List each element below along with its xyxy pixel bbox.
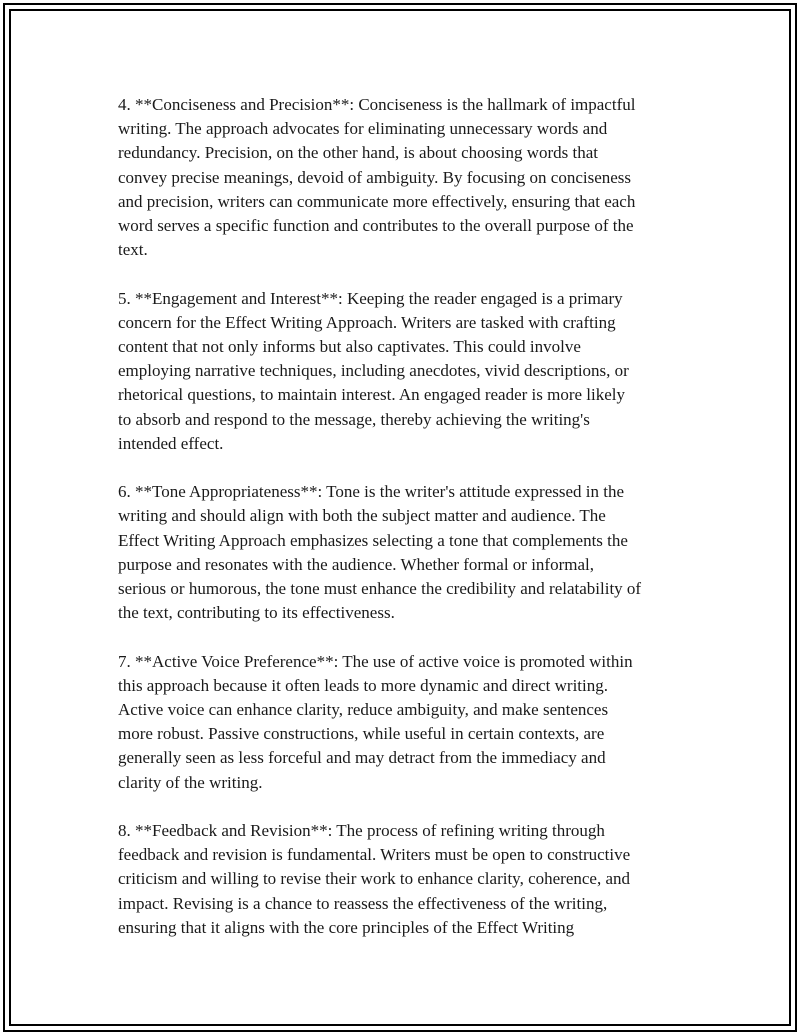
paragraph-tone-appropriateness: 6. **Tone Appropriateness**: Tone is the writer's attitude expressed in the writing and should align with both the subject matter and audience. The Effect Writing Approach emphasizes selecting a tone that complements the purpose and resonates with the audience. Whether formal or informal, serious or humorous, the tone must enhance the credibility and relatability of the text, contributing to its effectiveness.	[118, 482, 642, 623]
paragraph-conciseness-precision: 4. **Conciseness and Precision**: Conciseness is the hallmark of impactful writing. The approach advocates for eliminating unnecessary words and redundancy. Precision, on the other hand, is about choosing words that convey precise meanings, devoid of ambiguity. By focusing on conciseness and precision, writers can communicate more effectively, ensuring that each word serves a specific function and contributes to the overall purpose of the text.	[118, 95, 636, 260]
paragraph-engagement-interest: 5. **Engagement and Interest**: Keeping the reader engaged is a primary concern for the Effect Writing Approach. Writers are tasked with crafting content that not only informs but also captivates. This could involve employing narrative techniques, including anecdotes, vivid descriptions, or rhetorical questions, to maintain interest. An engaged reader is more likely to absorb and respond to the message, thereby achieving the writing's intended effect.	[118, 288, 629, 453]
paragraph-active-voice: 7. **Active Voice Preference**: The use of active voice is promoted within this approach because it often leads to more dynamic and direct writing. Active voice can enhance clarity, reduce ambiguity, and make sentences more robust. Passive constructions, while useful in certain contexts, are generally seen as less forceful and may detract from the immediacy and clarity of the writing.	[118, 651, 633, 792]
document-body	[118, 93, 688, 964]
paragraph-feedback-revision: 8. **Feedback and Revision**: The process of refining writing through feedback and revision is fundamental. Writers must be open to constructive criticism and willing to revise their work to enhance clarity, coherence, and impact. Revising is a chance to reassess the effectiveness of the writing, ensuring that it aligns with the core principles of the Effect Writing	[118, 821, 631, 937]
